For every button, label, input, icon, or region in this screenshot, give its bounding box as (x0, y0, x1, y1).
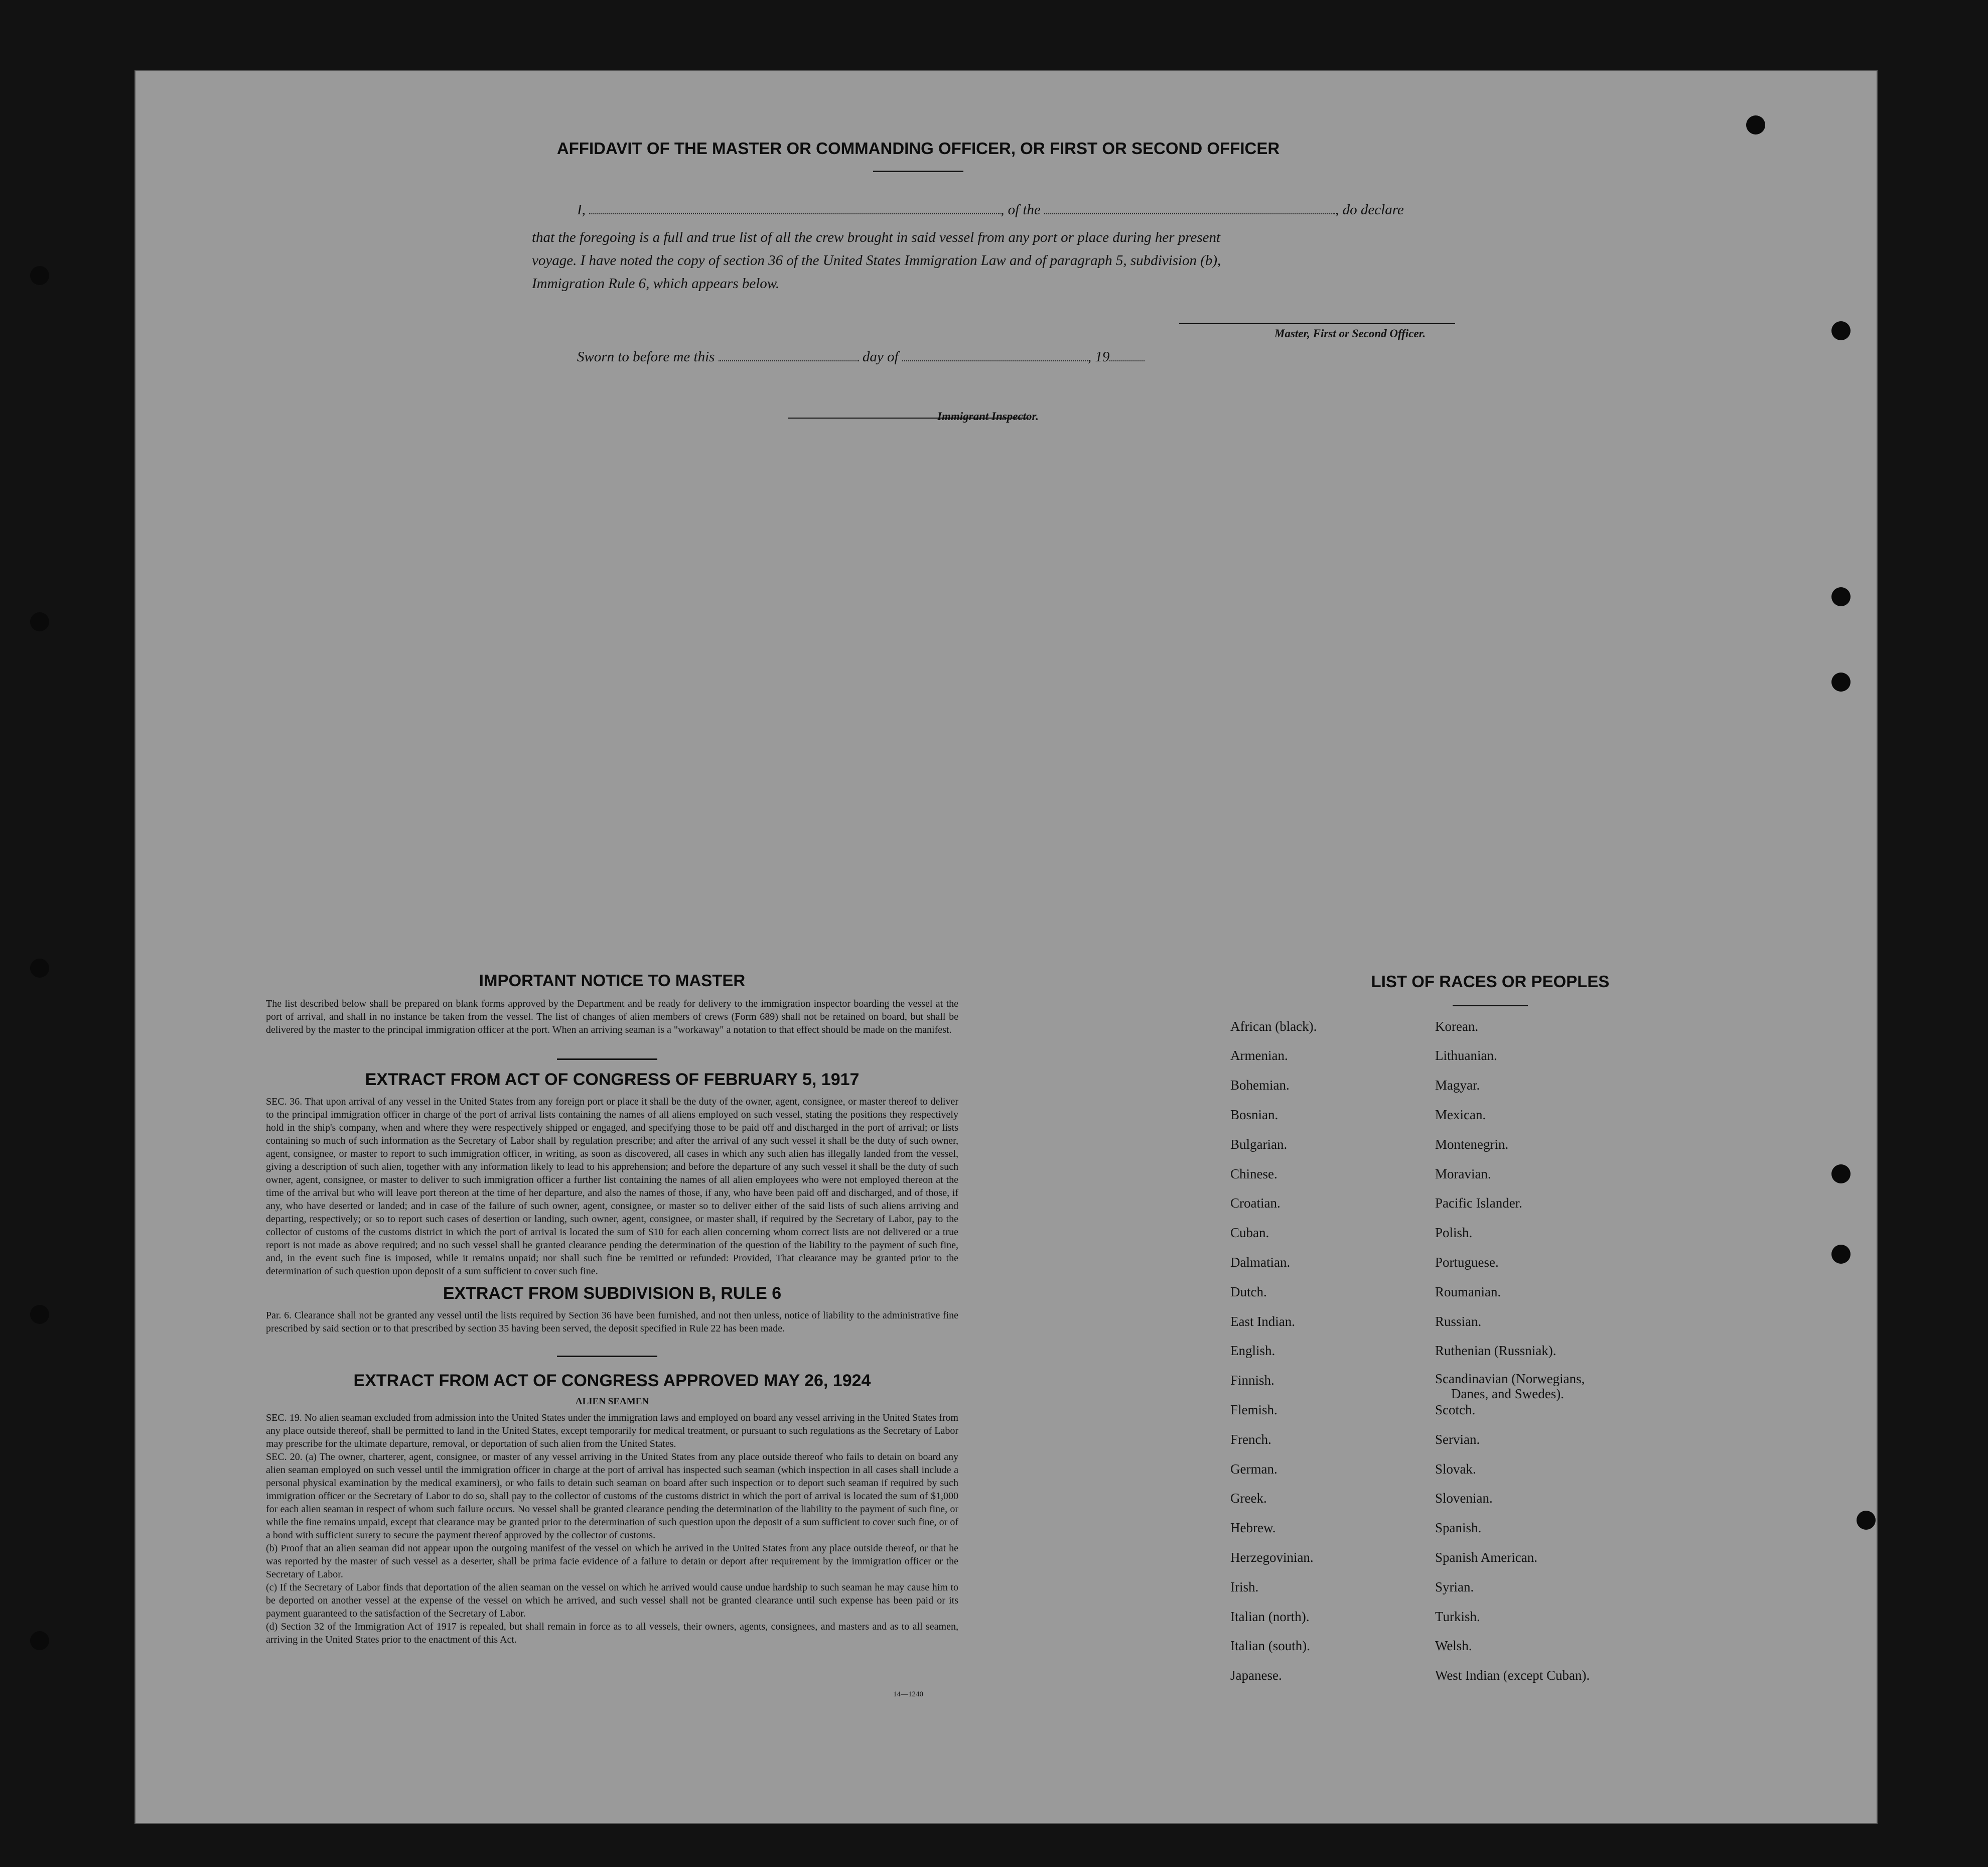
extract-1924-title: EXTRACT FROM ACT OF CONGRESS APPROVED MAY 26, 1924 (353, 1371, 871, 1390)
affidavit-body (532, 226, 1525, 295)
race-item: Polish. (1435, 1225, 1473, 1240)
day-of-label: day of (862, 349, 899, 365)
inspector-label: Immigrant Inspector. (937, 410, 1039, 423)
race-item: Flemish. (1230, 1402, 1277, 1417)
binder-hole-icon (30, 612, 49, 631)
race-item: Danes, and Swedes). (1451, 1386, 1564, 1401)
sworn-before-label: Sworn to before me this (577, 349, 715, 365)
binder-hole-icon (1831, 1164, 1851, 1183)
declare-do-declare: , do declare (1335, 202, 1404, 218)
vessel-field[interactable] (1044, 213, 1335, 214)
race-item: Slovak. (1435, 1461, 1476, 1477)
race-item: Moravian. (1435, 1166, 1491, 1181)
name-field[interactable] (589, 213, 1001, 214)
affidavit-body-line-1: that the foregoing is a full and true list of all the crew brought in said vessel from any port or place during her present (532, 229, 1221, 245)
binder-hole-icon (30, 266, 49, 285)
race-item: Armenian. (1230, 1048, 1288, 1063)
extract-1924-sec20a: SEC. 20. (a) The owner, charterer, agent, consignee, or master of any vessel arriving in the United States from any place outside thereof who fails to detain on board any alien seaman employed on such vessel until the immigration officer in charge at the port of arrival has inspected such seaman (which inspection in all cases shall include a personal physical examination by the medical examiners), or who fails to detain such seaman on board after such inspection or to deport such seaman if required by such immigration officer or the Secretary of Labor to do so, shall pay to the collector of customs of the customs district in which the port of arrival is located the sum of $1,000 for each alien seaman in respect of whom such failure occurs. No vessel shall be granted clearance pending the determination of the liability to the payment of such fine, or while the fine remains unpaid, except that clearance may be granted prior to the determination of such question upon the deposit of a sum sufficient to cover such fine, or of a bond with sufficient surety to secure the payment thereof approved by the collector of customs. (266, 1451, 958, 1541)
extract-1924-body (266, 1411, 958, 1646)
race-item: Scandinavian (Norwegians, (1435, 1371, 1585, 1386)
binder-hole-icon (1831, 587, 1851, 606)
extract-1924-sec20b: (b) Proof that an alien seaman did not appear upon the outgoing manifest of the vessel on which he arrived in the United States from any place outside thereof, or that he was reported by the master of such vessel as a deserter, shall be prima facie evidence of a failure to detain or deport after requirement by the immigration officer or the Secretary of Labor. (266, 1543, 958, 1580)
binder-hole-icon (1831, 321, 1851, 340)
binder-hole-icon (1831, 1245, 1851, 1264)
affidavit-body-line-3: Immigration Rule 6, which appears below. (532, 276, 780, 292)
races-title: LIST OF RACES OR PEOPLES (1371, 972, 1610, 991)
race-item: Russian. (1435, 1314, 1482, 1329)
declaration-line (577, 202, 1525, 218)
month-field[interactable] (902, 360, 1088, 361)
declare-of-the: , of the (1001, 202, 1041, 218)
day-field[interactable] (719, 360, 859, 361)
race-item: English. (1230, 1343, 1275, 1358)
race-item: Finnish. (1230, 1373, 1274, 1388)
race-item: Portuguese. (1435, 1255, 1499, 1270)
race-item: Dalmatian. (1230, 1255, 1291, 1270)
race-item: Hebrew. (1230, 1520, 1276, 1535)
notice-title: IMPORTANT NOTICE TO MASTER (479, 971, 746, 990)
race-item: Roumanian. (1435, 1284, 1501, 1299)
race-item: Turkish. (1435, 1609, 1480, 1624)
binder-hole-icon (1831, 673, 1851, 692)
affidavit-title-rule (873, 171, 963, 172)
declare-i: I, (577, 202, 586, 218)
race-item: Greek. (1230, 1491, 1267, 1506)
race-item: Italian (south). (1230, 1638, 1310, 1653)
binder-hole-icon (1746, 115, 1765, 135)
race-item: Irish. (1230, 1579, 1259, 1594)
race-item: Montenegrin. (1435, 1137, 1509, 1152)
race-item: Syrian. (1435, 1579, 1474, 1594)
race-item: Scotch. (1435, 1402, 1476, 1417)
binder-hole-icon (1857, 1511, 1876, 1530)
extract-1924-sec20d: (d) Section 32 of the Immigration Act of 1917 is repealed, but shall remain in force as to all vessels, their owners, agents, consignees, and masters and as to all seamen, arriving in the United States prior to the enactment of this Act. (266, 1621, 958, 1645)
signature-label: Master, First or Second Officer. (1274, 327, 1426, 340)
race-item: Cuban. (1230, 1225, 1269, 1240)
race-item: African (black). (1230, 1019, 1317, 1034)
extract-1924-sec20c: (c) If the Secretary of Labor finds that deportation of the alien seaman on the vessel on which he arrived would cause undue hardship to such seaman he may cause him to be deported on another vessel at the expense of the vessel on which he arrived, and such vessel shall not be granted clearance until such expense has been paid or its payment guaranteed to the satisfaction of the Secretary of Labor. (266, 1582, 958, 1619)
extract-1924-sec19: SEC. 19. No alien seaman excluded from admission into the United States under the immigration laws and employed on board any vessel arriving in the United States from any place outside thereof, shall be permitted to land in the United States, except temporarily for medical treatment, or pursuant to such regulations as the Secretary of Labor may prescribe for the ultimate departure, removal, or deportation of such alien from the United States. (266, 1412, 958, 1449)
year-field[interactable] (1109, 360, 1145, 361)
binder-hole-icon (30, 1631, 49, 1650)
signature-line[interactable] (1179, 323, 1455, 324)
race-item: Dutch. (1230, 1284, 1267, 1299)
race-item: Servian. (1435, 1432, 1480, 1447)
race-item: Bohemian. (1230, 1078, 1290, 1093)
race-item: Ruthenian (Russniak). (1435, 1343, 1556, 1358)
affidavit-body-line-2: voyage. I have noted the copy of section 36 of the United States Immigration Law and of paragraph 5, subdivision (b), (532, 252, 1221, 269)
notice-rule (557, 1058, 657, 1060)
extract-1917-title: EXTRACT FROM ACT OF CONGRESS OF FEBRUARY 5, 1917 (365, 1070, 860, 1089)
year-label: , 19 (1087, 349, 1110, 365)
race-item: Herzegovinian. (1230, 1550, 1314, 1565)
race-item: Spanish American. (1435, 1550, 1537, 1565)
race-item: Slovenian. (1435, 1491, 1493, 1506)
sworn-line (577, 349, 1145, 365)
binder-hole-icon (30, 1305, 49, 1324)
extract-1917-body: SEC. 36. That upon arrival of any vessel in the United States from any foreign port or place it shall be the duty of the owner, agent, consignee, or master thereof to deliver to the principal immigration officer in charge of the port of arrival lists containing the names of all aliens employed on such vessel, stating the positions they respectively hold in the ship's company, when and where they were respectively shipped or engaged, and specifying those to be paid off and discharged in the port of arrival; or lists containing so much of such information as the Secretary of Labor shall by regulation prescribe; and after the arrival of any such vessel it shall be the duty of such owner, agent, consignee, or master to report to such immigration officer, in writing, as soon as discovered, all cases in which any such alien has illegally landed from the vessel, giving a description of such alien, together with any information likely to lead to his apprehension; and before the departure of any such vessel it shall be the duty of such owner, agent, consignee, or master to deliver to such immigration officer a further list containing the names of all alien employees who were not employed thereon at the time of the arrival but who will leave port thereon at the time of her departure, and also the names of those, if any, who have been paid off and discharged, and of those, if any, who have deserted or landed; and in case of the failure of such owner, agent, consignee, or master so to deliver either of the said lists of such aliens arriving and departing, respectively; or so to report such cases of desertion or landing, such owner, agent, consignee, or master shall, if required by the Secretary of Labor, pay to the collector of customs of the customs district in which the port of arrival is located the sum of $10 for each alien concerning whom correct lists are not delivered or a true report is not made as above required; and no such vessel shall be granted clearance pending the determination of the question of the liability to the payment of such fine, and, in the event such fine is imposed, while it remains unpaid; nor shall such fine be remitted or refunded: Provided, That clearance may be granted prior to the determination of such question upon deposit of a sum sufficient to cover such fine. (266, 1096, 958, 1277)
form-number: 14—1240 (893, 1690, 923, 1698)
race-item: Italian (north). (1230, 1609, 1310, 1624)
document-page (134, 70, 1878, 1824)
extract-1924-subtitle: ALIEN SEAMEN (575, 1396, 649, 1407)
race-item: Magyar. (1435, 1078, 1480, 1093)
race-item: Pacific Islander. (1435, 1195, 1522, 1211)
rule6-rule (557, 1356, 657, 1357)
notice-body: The list described below shall be prepared on blank forms approved by the Department and be ready for delivery to the immigration inspector boarding the vessel at the port of arrival, and shall in no instance be taken from the vessel. The list of changes of alien members of crews (Form 689) shall not be retained on board, but shall be delivered by the master to the principal immigration officer at the port. When an arriving seaman is a "workaway" a notation to that effect should be made on the manifest. (266, 998, 958, 1035)
extract-rule6-title: EXTRACT FROM SUBDIVISION B, RULE 6 (443, 1284, 782, 1303)
race-item: Korean. (1435, 1019, 1479, 1034)
affidavit-title: AFFIDAVIT OF THE MASTER OR COMMANDING OFFICER, OR FIRST OR SECOND OFFICER (556, 139, 1280, 158)
race-item: Lithuanian. (1435, 1048, 1497, 1063)
binder-hole-icon (30, 959, 49, 978)
race-item: Japanese. (1230, 1668, 1282, 1683)
race-item: Croatian. (1230, 1195, 1281, 1211)
race-item: Spanish. (1435, 1520, 1482, 1535)
race-item: Welsh. (1435, 1638, 1472, 1653)
race-item: Chinese. (1230, 1166, 1277, 1181)
race-item: Mexican. (1435, 1107, 1486, 1122)
race-item: French. (1230, 1432, 1271, 1447)
races-rule (1453, 1005, 1528, 1006)
extract-rule6-body: Par. 6. Clearance shall not be granted any vessel until the lists required by Section 36 have been furnished, and not then unless, notice of liability to the administrative fine prescribed by said section or to that prescribed by section 35 having been served, the deposit specified in Rule 22 has been made. (266, 1310, 958, 1334)
race-item: German. (1230, 1461, 1277, 1477)
race-item: Bulgarian. (1230, 1137, 1288, 1152)
race-item: Bosnian. (1230, 1107, 1279, 1122)
race-item: East Indian. (1230, 1314, 1295, 1329)
race-item: West Indian (except Cuban). (1435, 1668, 1590, 1683)
